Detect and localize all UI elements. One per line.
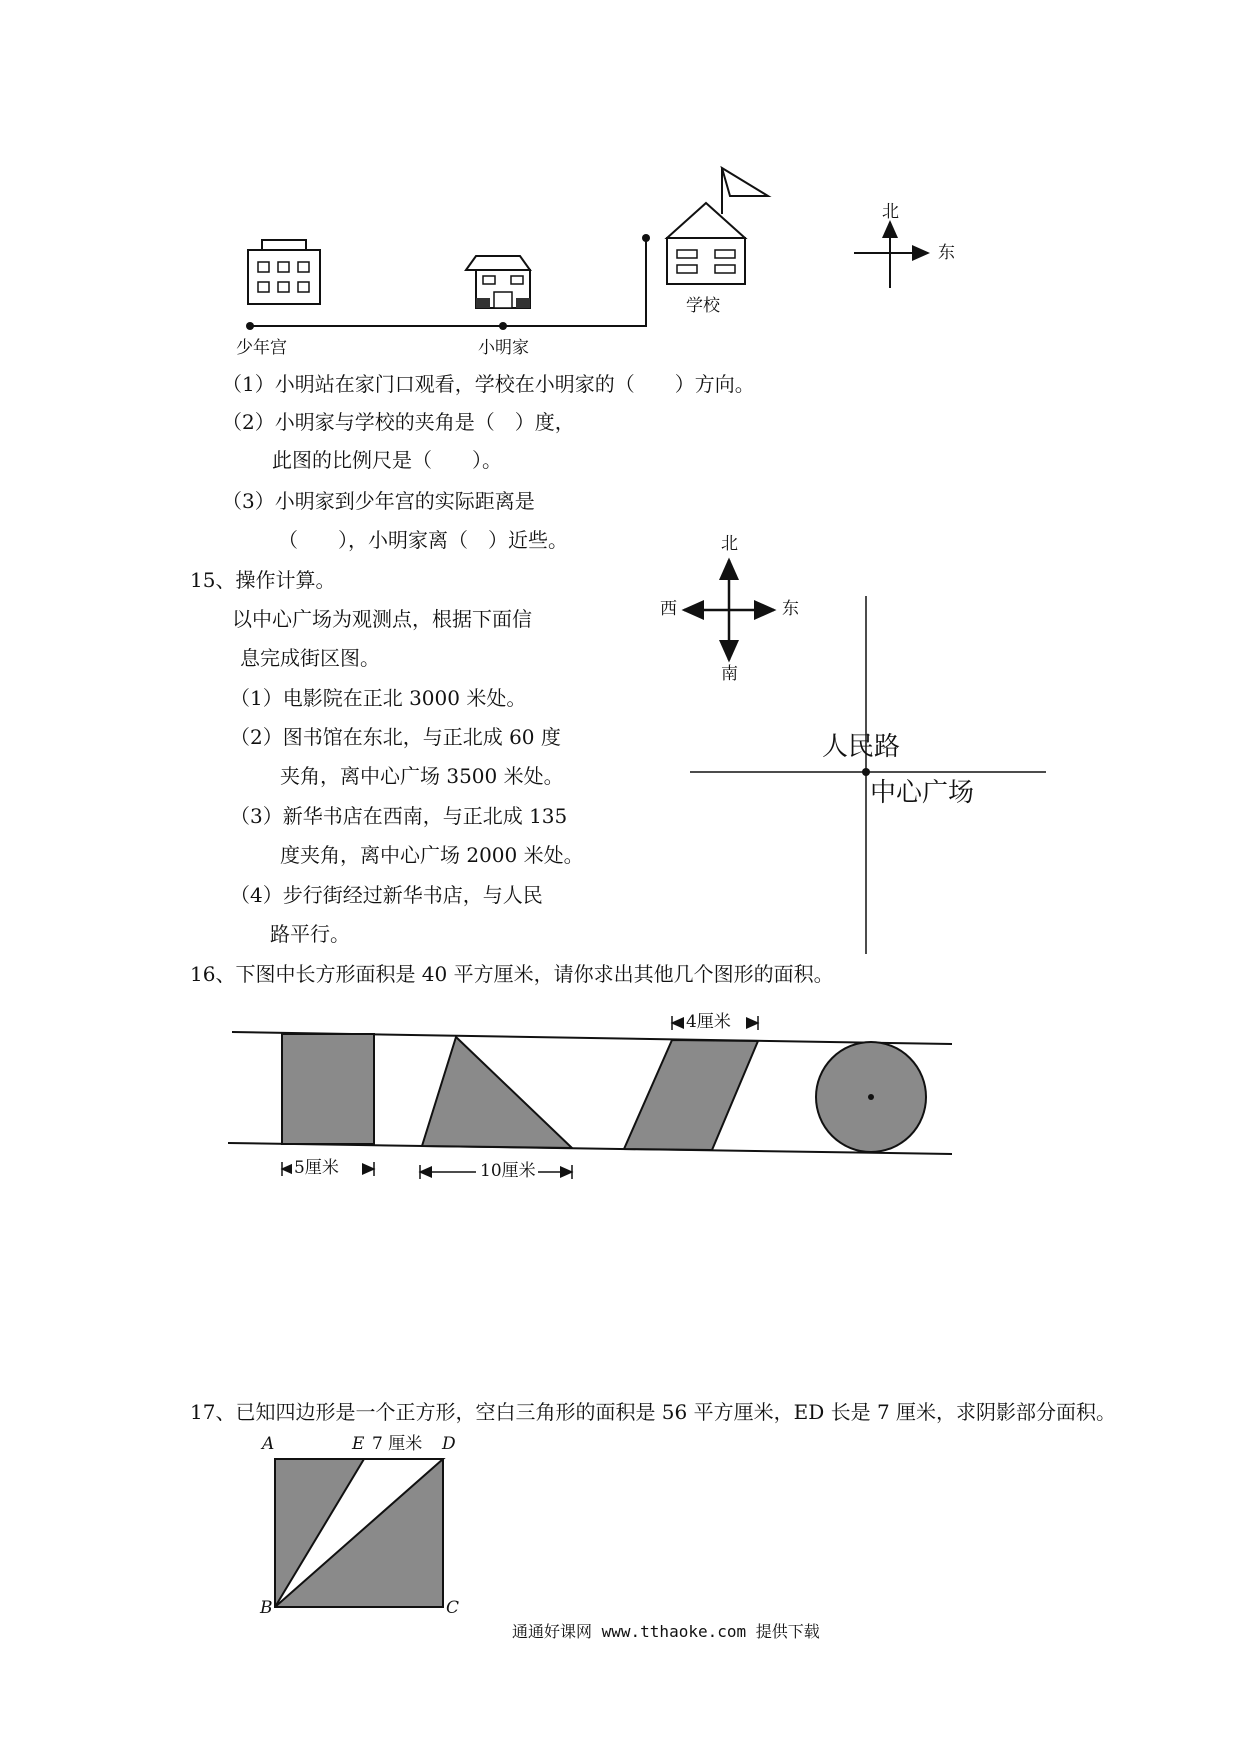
q17-square-figure [275,1459,443,1607]
q16-rectangle [282,1034,374,1144]
question-14-part-1: （1）小明站在家门口观看，学校在小明家的（ ）方向。 [222,372,755,396]
question-17-title: 17、已知四边形是一个正方形，空白三角形的面积是 56 平方厘米，ED 长是 7 厘米，求阴影部分面积。 [190,1400,1117,1424]
q16-circle [816,1042,926,1152]
question-15-item-2a: （2）图书馆在东北，与正北成 60 度 [230,725,561,749]
youth-palace-building-icon [248,240,320,304]
q15-compass-south-label: 南 [721,664,738,684]
footer-source-text: 通通好课网 www.tthaoke.com 提供下载 [512,1622,820,1641]
question-15-item-3b: 度夹角，离中心广场 2000 米处。 [280,843,584,867]
question-15-item-1: （1）电影院在正北 3000 米处。 [230,686,527,710]
q17-ed-length-label: 7 厘米 [372,1434,423,1454]
q15-compass-west-label: 西 [660,599,677,619]
xiaoming-house-icon [466,256,530,308]
question-15-item-4b: 路平行。 [270,922,350,946]
question-14-part-2b: 此图的比例尺是（ ）。 [272,448,502,472]
q16-parallelogram [624,1040,758,1150]
road-label-renmin: 人民路 [822,732,901,762]
q16-dim-triangle-label: 10厘米 [480,1161,536,1181]
question-15-item-2b: 夹角，离中心广场 3500 米处。 [280,764,564,788]
map1-compass-icon [854,222,928,288]
q15-compass-icon [684,560,774,660]
question-14-part-2a: （2）小明家与学校的夹角是（ ）度， [222,410,575,434]
map1-compass-north-label: 北 [882,202,899,222]
label-youth-palace: 少年宫 [236,338,287,358]
q17-vertex-b: B [260,1598,273,1618]
question-15-item-3a: （3）新华书店在西南，与正北成 135 [230,804,568,828]
question-15-title: 15、操作计算。 [190,568,336,592]
question-14-part-3a: （3）小明家到少年宫的实际距离是 [222,489,535,513]
label-school: 学校 [686,296,720,316]
q17-vertex-d: D [442,1434,456,1454]
q17-vertex-e: E [352,1434,365,1454]
q15-street-axes [690,596,1046,954]
question-15-intro-2: 息完成街区图。 [240,646,380,670]
school-building-icon [667,168,768,284]
q17-vertex-a: A [262,1434,275,1454]
q16-triangle [422,1037,572,1148]
question-14-part-3b: （ ），小明家离（ ）近些。 [278,528,568,552]
q15-compass-east-label: 东 [782,599,799,619]
q16-dim-rect-label: 5厘米 [294,1158,339,1178]
q16-dim-parallelogram-label: 4厘米 [686,1012,731,1032]
question-15-item-4a: （4）步行街经过新华书店，与人民 [230,883,543,907]
plaza-label: 中心广场 [870,778,975,808]
q17-vertex-c: C [446,1598,460,1618]
label-xiaoming-home: 小明家 [478,338,529,358]
question-15-intro-1: 以中心广场为观测点，根据下面信 [232,607,532,631]
q15-compass-north-label: 北 [721,534,738,554]
question-16-title: 16、下图中长方形面积是 40 平方厘米，请你求出其他几个图形的面积。 [190,962,834,986]
map1-compass-east-label: 东 [938,243,955,263]
